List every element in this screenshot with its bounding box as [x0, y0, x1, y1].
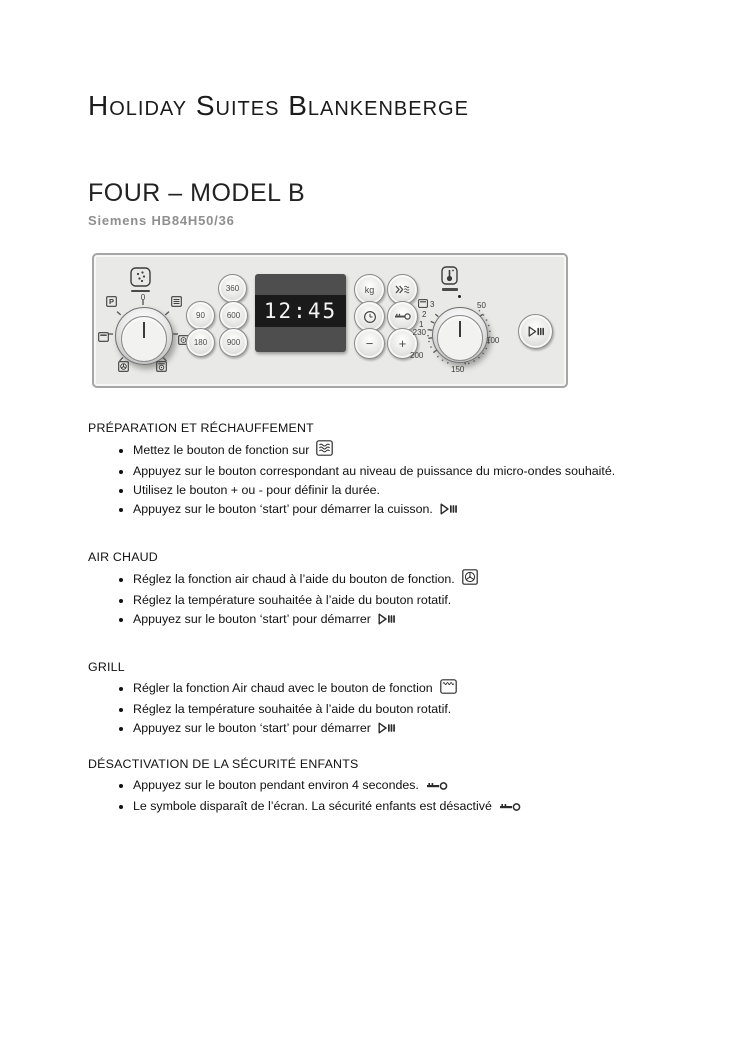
display-band	[255, 295, 346, 327]
quick-preheat-icon	[394, 284, 411, 295]
section-heading: AIR CHAUD	[88, 550, 158, 564]
temperature-icon	[441, 266, 458, 285]
list-item: • Le symbole disparaît de l’écran. La sécurité enfants est désactivé	[133, 797, 678, 818]
bullet-list	[88, 679, 678, 740]
minus-button: −	[354, 328, 385, 359]
bullet-list	[88, 440, 678, 521]
list-item: • Appuyez sur le bouton ‘start’ pour démarrer	[133, 719, 678, 740]
power-900-button: 900	[219, 328, 248, 357]
microwave-icon	[316, 440, 333, 462]
section-child-lock	[88, 757, 678, 818]
plus-button: +	[387, 328, 418, 359]
list-item: • Réglez la température souhaitée à l’aide du bouton rotatif.	[133, 591, 678, 610]
grill-icon	[440, 679, 457, 700]
temp-label-3: 3	[430, 300, 435, 309]
temp-label-2: 2	[422, 310, 427, 319]
hot-air-icon	[462, 569, 478, 591]
temp-label-50: 50	[477, 301, 486, 310]
section-air-chaud	[88, 550, 678, 631]
grill-icon	[98, 332, 109, 342]
display-time: 12:45	[263, 299, 338, 323]
start-icon	[440, 502, 457, 521]
temp-label-100: 100	[486, 336, 500, 345]
temp-label-150: 150	[451, 365, 465, 374]
child-lock-key-icon	[426, 778, 448, 797]
child-lock-key-icon	[499, 799, 521, 818]
knob-zero-label: 0	[140, 293, 146, 302]
list-item: • Utilisez le bouton + ou - pour définir la durée.	[133, 481, 678, 500]
knob-indicator-bar	[131, 290, 150, 293]
page-title: Holiday Suites Blankenberge	[88, 90, 469, 121]
power-90-button: 90	[186, 301, 215, 330]
section-title: FOUR – MODEL B	[88, 179, 306, 207]
program-p-icon	[106, 296, 117, 307]
temp-label-1: 1	[419, 320, 424, 329]
function-knob	[115, 307, 173, 365]
start-stop-icon	[528, 326, 544, 337]
list-item: • Appuyez sur le bouton pendant environ 4 secondes.	[133, 776, 678, 797]
section-preparation	[88, 421, 678, 521]
temperature-knob	[432, 307, 488, 363]
model-subtitle: Siemens HB84H50/36	[88, 213, 235, 228]
list-item: • Appuyez sur le bouton ‘start’ pour démarrer la cuisson.	[133, 500, 678, 521]
microwave-power-levels-icon	[171, 296, 182, 307]
section-grill	[88, 660, 678, 740]
power-180-button: 180	[186, 328, 215, 357]
bullet-list	[88, 776, 678, 818]
oven-display	[255, 274, 346, 352]
power-360-button: 360	[218, 274, 247, 303]
kg-button: kg	[354, 274, 385, 305]
microwave-icon	[130, 267, 151, 287]
temp-label-230: 230	[412, 328, 426, 337]
bullet-list	[88, 569, 678, 631]
list-item: • Mettez le bouton de fonction sur	[133, 440, 678, 462]
knob-indicator-bar	[442, 288, 458, 291]
start-button	[518, 314, 553, 349]
svg-text:P: P	[108, 297, 115, 307]
list-item: • Réglez la température souhaitée à l’aide du bouton rotatif.	[133, 700, 678, 719]
list-item: • Appuyez sur le bouton ‘start’ pour démarrer	[133, 610, 678, 631]
start-icon	[378, 721, 395, 740]
list-item: • Réglez la fonction air chaud à l’aide du bouton de fonction.	[133, 569, 678, 591]
knob-index-dot	[458, 295, 461, 298]
list-item: • Appuyez sur le bouton correspondant au niveau de puissance du micro-ondes souhaité.	[133, 462, 678, 481]
section-heading: DÉSACTIVATION DE LA SÉCURITÉ ENFANTS	[88, 757, 359, 771]
grill-level-icon	[418, 299, 428, 308]
timer-clock-icon	[363, 310, 377, 324]
section-heading: GRILL	[88, 660, 125, 674]
start-icon	[378, 612, 395, 631]
section-heading: PRÉPARATION ET RÉCHAUFFEMENT	[88, 421, 314, 435]
temp-label-200: 200	[410, 351, 424, 360]
power-600-button: 600	[219, 301, 248, 330]
hot-air-grill-icon	[156, 361, 167, 372]
child-lock-key-icon	[394, 312, 411, 321]
list-item: • Régler la fonction Air chaud avec le bouton de fonction	[133, 679, 678, 700]
hot-air-icon	[118, 361, 129, 372]
oven-control-panel-image	[92, 253, 568, 388]
